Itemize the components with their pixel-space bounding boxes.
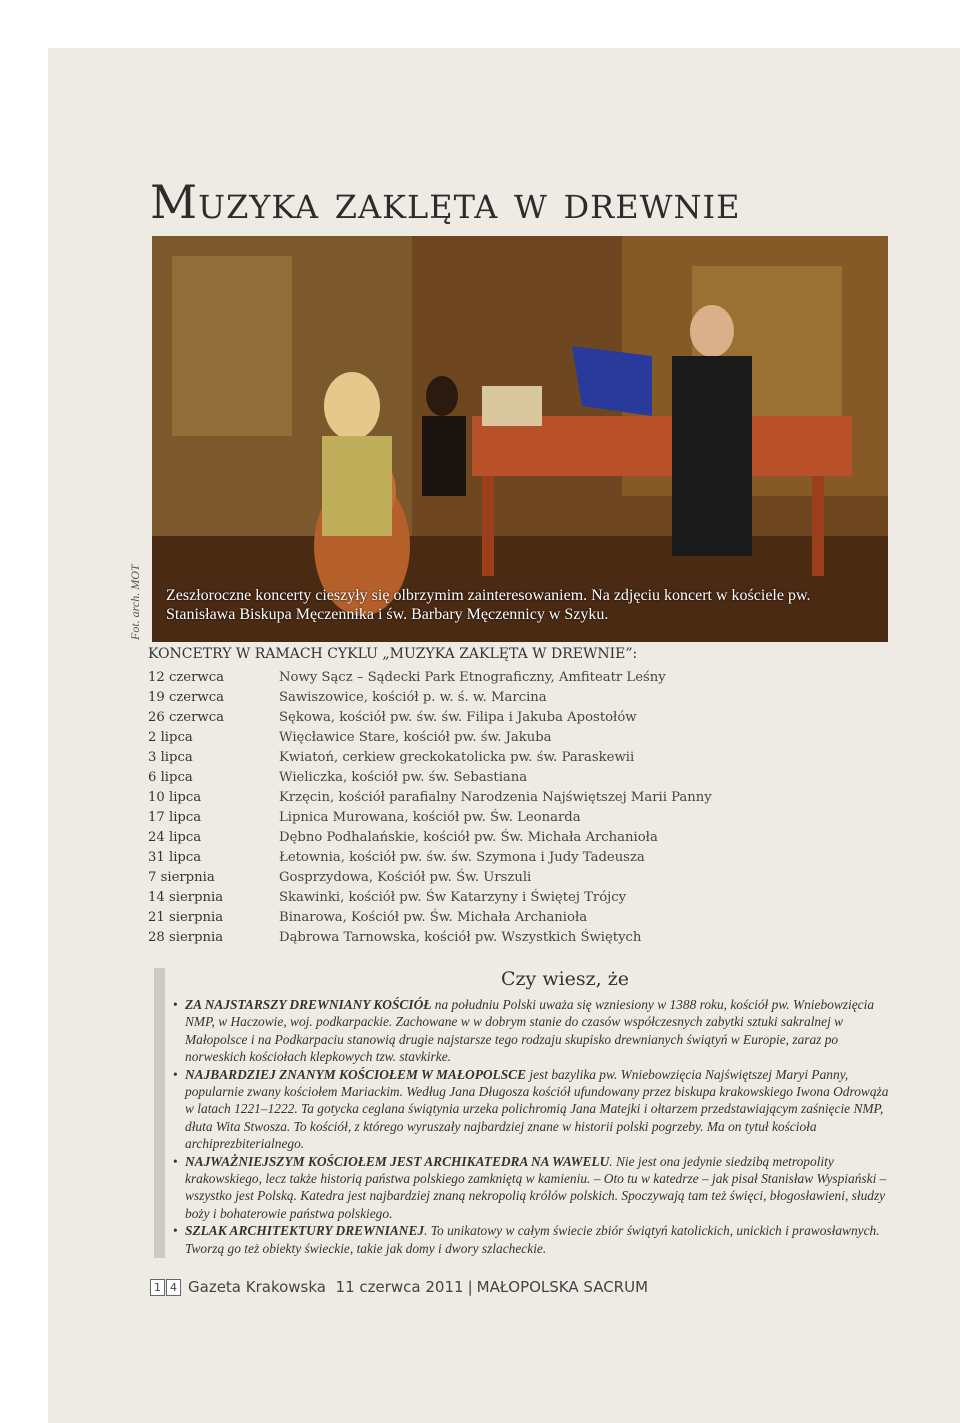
fact-item: [173, 1222, 893, 1257]
concert-date: 21 sierpnia: [148, 910, 224, 925]
concert-place: Krzęcin, kościół parafialny Narodzenia Najświętszej Marii Panny: [279, 790, 712, 805]
concert-date: 26 czerwca: [148, 710, 224, 725]
concert-place: Skawinki, kościół pw. Św Katarzyny i Świętej Trójcy: [279, 890, 627, 905]
factbox-title: Czy wiesz, że: [501, 968, 629, 990]
schedule-row: [148, 668, 888, 688]
concert-place: Łetownia, kościół pw. św. św. Szymona i Judy Tadeusza: [279, 850, 645, 865]
concert-date: 2 lipca: [148, 730, 193, 745]
concert-photo: [152, 236, 888, 642]
fact-lead: ZA NAJSTARSZY DREWNIANY KOŚCIÓŁ: [185, 997, 432, 1012]
concert-place: Więcławice Stare, kościół pw. św. Jakuba: [279, 730, 552, 745]
fact-item: [173, 996, 893, 1066]
fact-item: [173, 1066, 893, 1153]
publication-date: 11 czerwca 2011: [335, 1278, 464, 1296]
concert-date: 19 czerwca: [148, 690, 224, 705]
concert-date: 28 sierpnia: [148, 930, 224, 945]
photo-credit: Fot. arch. MOT: [128, 564, 142, 640]
schedule-row: [148, 708, 888, 728]
schedule-row: [148, 928, 888, 948]
schedule-row: [148, 868, 888, 888]
concert-place: Binarowa, Kościół pw. Św. Michała Archanioła: [279, 910, 588, 925]
concert-date: 6 lipca: [148, 770, 193, 785]
section-name: MAŁOPOLSKA SACRUM: [476, 1278, 649, 1296]
schedule-row: [148, 848, 888, 868]
concert-place: Gosprzydowa, Kościół pw. Św. Urszuli: [279, 870, 532, 885]
concert-place: Dąbrowa Tarnowska, kościół pw. Wszystkich Świętych: [279, 930, 642, 945]
page-number-digit: 4: [166, 1279, 181, 1296]
concert-place: Lipnica Murowana, kościół pw. Św. Leonarda: [279, 810, 581, 825]
concert-date: 24 lipca: [148, 830, 202, 845]
bullet-icon: •: [173, 997, 178, 1012]
concert-place: Nowy Sącz – Sądecki Park Etnograficzny, Amfiteatr Leśny: [279, 670, 666, 685]
concert-date: 10 lipca: [148, 790, 202, 805]
concert-date: 31 lipca: [148, 850, 202, 865]
concert-date: 17 lipca: [148, 810, 202, 825]
bullet-icon: •: [173, 1066, 178, 1082]
fact-lead: SZLAK ARCHITEKTURY DREWNIANEJ: [185, 1223, 425, 1239]
concert-date: 3 lipca: [148, 750, 193, 765]
concert-schedule: [148, 668, 888, 948]
concert-date: 12 czerwca: [148, 670, 224, 685]
fact-list: [173, 996, 893, 1257]
concert-place: Sękowa, kościół pw. św. św. Filipa i Jakuba Apostołów: [279, 710, 637, 725]
page-footer: [150, 1278, 648, 1296]
publication-name: Gazeta Krakowska: [188, 1278, 326, 1296]
concert-illustration: [152, 236, 888, 642]
fact-item: [173, 1153, 893, 1223]
fact-text: . Nie jest ona jedynie siedzibą metropolity krakowskiego, lecz także historią państwa polskiego zamkniętą w kamieniu. – Oto tu w katedrze – jak pisał Stanisław Wyspiański – wszystko jest Polską. Katedra jest najbardziej znaną nekropolią królów polskich. Spoczywają tam też święci, błogosławieni, słudzy boży i bohaterowie państwa polskiego.: [185, 1153, 887, 1221]
schedule-row: [148, 888, 888, 908]
concert-place: Kwiatoń, cerkiew greckokatolicka pw. św. Paraskewii: [279, 750, 635, 765]
concert-place: Sawiszowice, kościół p. w. ś. w. Marcina: [279, 690, 547, 705]
did-you-know-box: [154, 968, 905, 1258]
schedule-row: [148, 788, 888, 808]
schedule-row: [148, 748, 888, 768]
page-title: Muzyka zaklęta w drewnie: [150, 174, 741, 229]
concert-date: 14 sierpnia: [148, 890, 224, 905]
page-number-digit: 1: [150, 1279, 165, 1296]
concert-place: Dębno Podhalańskie, kościół pw. Św. Michała Archanioła: [279, 830, 658, 845]
fact-lead: NAJWAŻNIEJSZYM KOŚCIOŁEM JEST ARCHIKATEDRA NA WAWELU: [185, 1153, 610, 1169]
footer-separator: |: [467, 1278, 473, 1296]
concerts-heading: KONCETRY W RAMACH CYKLU „MUZYKA ZAKLĘTA W DREWNIE”:: [148, 646, 638, 662]
schedule-row: [148, 908, 888, 928]
schedule-row: [148, 808, 888, 828]
schedule-row: [148, 768, 888, 788]
concert-date: 7 sierpnia: [148, 870, 215, 885]
fact-text: na południu Polski uważa się wzniesiony w 1388 roku, kościół pw. Wniebowzięcia NMP, w Haczowie, woj. podkarpackie. Zachowane w w dobrym stanie do czasów współczesnych zabytki sztuki sakralnej w Małopolsce i na Podkarpaciu stanowią drugie najstarsze tego rodzaju skupisko drewnianych świątyń w Europie, zaraz po norweskich kościołach klepkowych tzw. stavkirke.: [185, 997, 875, 1065]
bullet-icon: •: [173, 1153, 178, 1169]
bullet-icon: •: [173, 1223, 178, 1239]
fact-text: . To unikatowy w całym świecie zbiór świątyń katolickich, unickich i prawosławnych. Tworzą go też obiekty świeckie, takie jak domy i dwory szlacheckie.: [185, 1223, 880, 1256]
fact-lead: NAJBARDZIEJ ZNANYM KOŚCIOŁEM W MAŁOPOLSCE: [185, 1066, 527, 1082]
schedule-row: [148, 688, 888, 708]
schedule-row: [148, 728, 888, 748]
schedule-row: [148, 828, 888, 848]
fact-text: jest bazylika pw. Wniebowzięcia Najświętszej Maryi Panny, popularnie zwany kościołem Mariackim. Według Jana Długosza kościół ufundowany przez biskupa krakowskiego Iwona Odrowąża w latach 1221–1222. Ta gotycka ceglana świątynia urzeka polichromią Jana Matejki i ołtarzem przedstawiającym zaśnięcie NMP, dłuta Wita Stwosza. To kościół, z którego wyruszały najbardziej znane w historii polski pogrzeby. Ma on tytuł kościoła archiprezbiterialnego.: [185, 1066, 889, 1152]
photo-caption: Zeszłoroczne koncerty cieszyły się olbrzymim zainteresowaniem. Na zdjęciu koncert w kościele pw. Stanisława Biskupa Męczennika i św. Barbary Męczennicy w Szyku.: [166, 587, 811, 623]
concert-place: Wieliczka, kościół pw. św. Sebastiana: [279, 770, 528, 785]
